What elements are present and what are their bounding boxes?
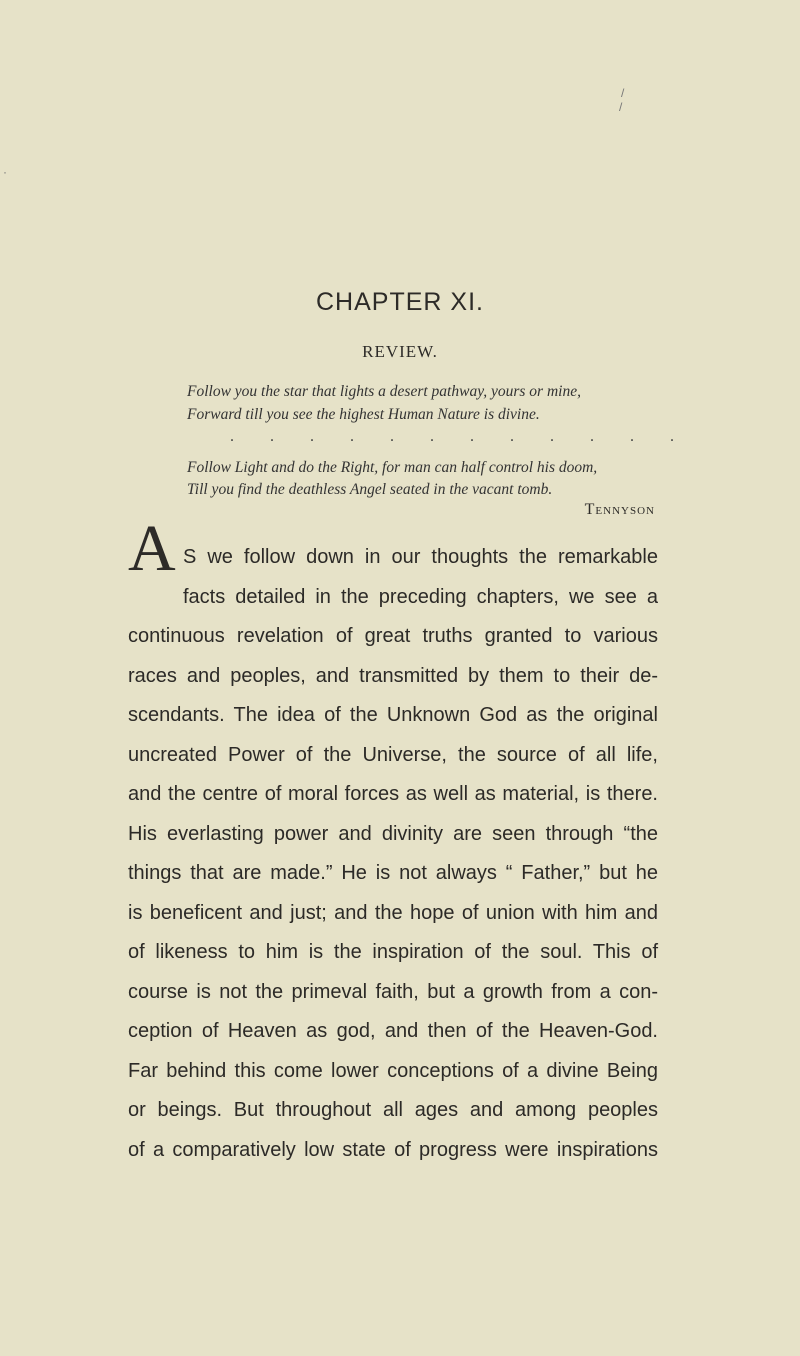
body-line: or beings. But throughout all ages and among peoples <box>128 1099 658 1121</box>
body-line: S we follow down in our thoughts the remarkable <box>183 546 658 568</box>
epigraph-line: Forward till you see the highest Human Nature is divine. <box>187 406 540 423</box>
chapter-heading: CHAPTER XI. <box>316 288 484 316</box>
page-mark: · <box>3 165 7 179</box>
body-line: scendants. The idea of the Unknown God as the original <box>128 704 658 726</box>
epigraph-line: Follow you the star that lights a desert pathway, yours or mine, <box>187 383 581 400</box>
epigraph-attribution: Tennyson <box>584 501 655 518</box>
body-line: and the centre of moral forces as well as material, is there. <box>128 783 658 805</box>
chapter-subheading: REVIEW. <box>362 342 438 361</box>
body-line: His everlasting power and divinity are seen through “the <box>128 822 658 845</box>
body-line: ception of Heaven as god, and then of the Heaven-God. <box>128 1020 658 1042</box>
epigraph-stanza-2 <box>187 457 657 501</box>
body-line: uncreated Power of the Universe, the source of all life, <box>128 743 658 766</box>
drop-cap: A <box>128 512 176 585</box>
epigraph-ellipsis: . . . . . . . . . . . . <box>230 428 690 445</box>
body-line: facts detailed in the preceding chapters, we see a <box>183 585 658 608</box>
body-paragraph <box>128 538 658 1170</box>
body-line: of likeness to him is the inspiration of the soul. This of <box>128 941 658 963</box>
body-line: Far behind this come lower conceptions of a divine Being <box>128 1059 658 1082</box>
page-mark: / <box>619 100 623 114</box>
body-line: things that are made.” He is not always “ Father,” but he <box>128 862 658 884</box>
body-line: continuous revelation of great truths granted to various <box>128 625 658 647</box>
epigraph-stanza-1 <box>187 380 657 426</box>
epigraph-line: Follow Light and do the Right, for man can half control his doom, <box>187 459 598 476</box>
body-line: of a comparatively low state of progress were inspirations <box>128 1138 658 1161</box>
body-line: course is not the primeval faith, but a growth from a con- <box>128 980 658 1003</box>
page-mark: / <box>621 86 625 100</box>
epigraph-line: Till you find the deathless Angel seated in the vacant tomb. <box>187 481 553 498</box>
body-line: is beneficent and just; and the hope of union with him and <box>128 901 658 924</box>
body-line: races and peoples, and transmitted by them to their de- <box>128 664 658 687</box>
